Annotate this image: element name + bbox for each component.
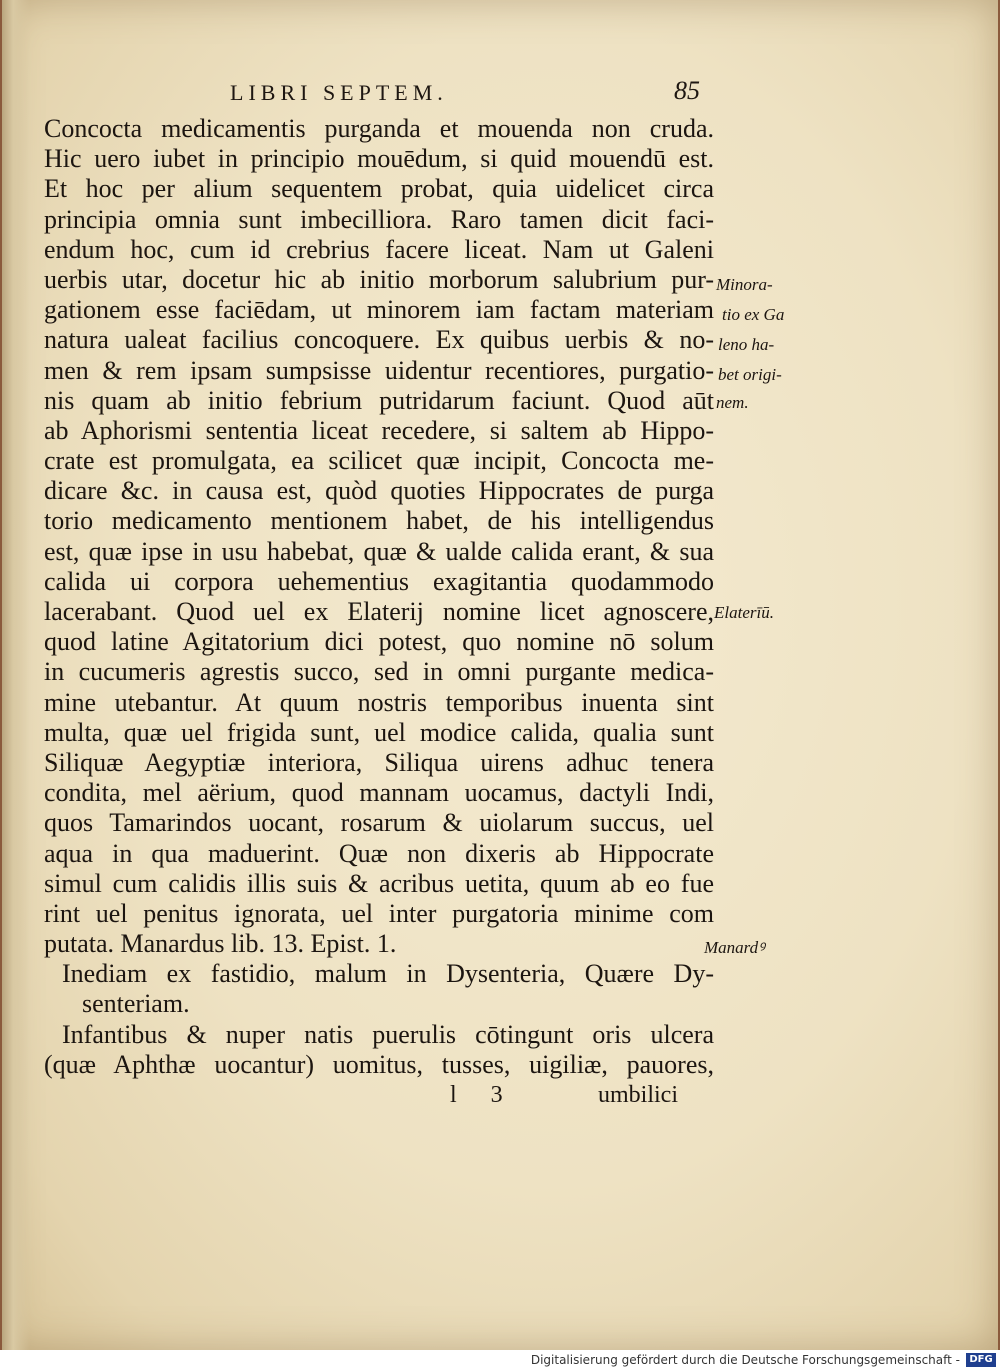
text-line: senteriam.	[82, 989, 190, 1019]
text-line: Siliquæ Aegyptiæ interiora, Siliqua uirens adhuc tenera	[44, 747, 714, 777]
margin-note: leno ha-	[718, 335, 775, 354]
text-line: ab Aphorismi sententia liceat recedere, si saltem ab Hippo-	[44, 415, 714, 445]
text-line: uerbis utar, docetur hic ab initio morborum salubrium pur-	[44, 264, 714, 294]
running-title: LIBRI SEPTEM.	[230, 80, 448, 105]
text-line: gationem esse faciēdam, ut minorem iam factam materiam	[44, 295, 714, 325]
text-line: Hic uero iubet in principio mouēdum, si quid mouendū est.	[44, 144, 714, 174]
text-line: dicare &c. in causa est, quòd quoties Hippocrates de purga	[44, 476, 714, 506]
text-line: multa, quæ uel frigida sunt, uel modice calida, qualia sunt	[44, 717, 714, 747]
text-line: Concocta medicamentis purganda et mouenda non cruda.	[44, 114, 714, 143]
page-number: 85	[674, 76, 700, 105]
text-line: est, quæ ipse in usu habebat, quæ & ualde calida erant, & sua	[44, 536, 714, 566]
text-line: Inediam ex fastidio, malum in Dysenteria, Quære Dy-	[62, 959, 714, 989]
text-line: Infantibus & nuper natis puerulis cōtingunt oris ulcera	[62, 1019, 714, 1049]
text-line: torio medicamento mentionem habet, de his intelligendus	[44, 506, 714, 536]
text-line: quos Tamarindos uocant, rosarum & uiolarum succus, uel	[44, 808, 714, 838]
footer-bar	[0, 1350, 1000, 1372]
page-gutter	[2, 0, 30, 1350]
margin-note: Minora-	[716, 275, 773, 294]
margin-note: Elaterīū.	[714, 603, 774, 622]
footer-credit: Digitalisierung gefördert durch die Deutsche Forschungsgemeinschaft -	[530, 1353, 960, 1367]
running-head	[230, 76, 700, 114]
text-line: natura ualeat facilius concoquere. Ex quibus uerbis & no-	[44, 325, 714, 355]
text-line: condita, mel aërium, quod mannam uocamus, dactyli Indi,	[44, 778, 714, 808]
text-line: mine utebantur. At quum nostris temporibus inuenta sint	[44, 687, 714, 717]
margin-note: tio ex Ga	[722, 305, 785, 324]
margin-note: bet origi-	[718, 365, 782, 384]
text-line: simul cum calidis illis suis & acribus uetita, quum ab eo fue	[44, 868, 714, 898]
dfg-logo: DFG	[966, 1353, 996, 1367]
catchword: umbilici	[598, 1082, 678, 1108]
text-line: lacerabant. Quod uel ex Elaterij nomine licet agnoscere,	[44, 597, 714, 626]
text-line: crate est promulgata, ea scilicet quæ incipit, Concocta me-	[44, 446, 714, 476]
text-line: calida ui corpora uehementius exagitantia quodammodo	[44, 566, 714, 596]
text-line: endum hoc, cum id crebrius facere liceat. Nam ut Galeni	[44, 234, 714, 264]
text-line: (quæ Aphthæ uocantur) uomitus, tusses, uigiliæ, pauores,	[44, 1049, 714, 1079]
text-line: in cucumeris agrestis succo, sed in omni purgante medica-	[44, 657, 714, 687]
text-line: Et hoc per alium sequentem probat, quia uidelicet circa	[44, 174, 714, 204]
text-line: nis quam ab initio febrium putridarum faciunt. Quod aūt	[44, 385, 714, 415]
margin-note: nem.	[716, 393, 749, 412]
text-line: men & rem ipsam sumpsisse uidentur recentiores, purgatio-	[44, 355, 714, 385]
text-line: rint uel penitus ignorata, uel inter purgatoria minime com	[44, 898, 714, 928]
text-line: principia omnia sunt imbecilliora. Raro tamen dicit faci-	[44, 204, 714, 234]
signature-mark: l 3	[450, 1082, 517, 1108]
text-line: quod latine Agitatorium dici potest, quo nomine nō solum	[44, 627, 714, 657]
text-line: aqua in qua maduerint. Quæ non dixeris ab Hippocrate	[44, 838, 714, 868]
margin-note: Manardꝰ	[704, 938, 765, 957]
body-text	[44, 114, 714, 1080]
text-line: putata. Manardus lib. 13. Epist. 1.	[44, 929, 397, 959]
